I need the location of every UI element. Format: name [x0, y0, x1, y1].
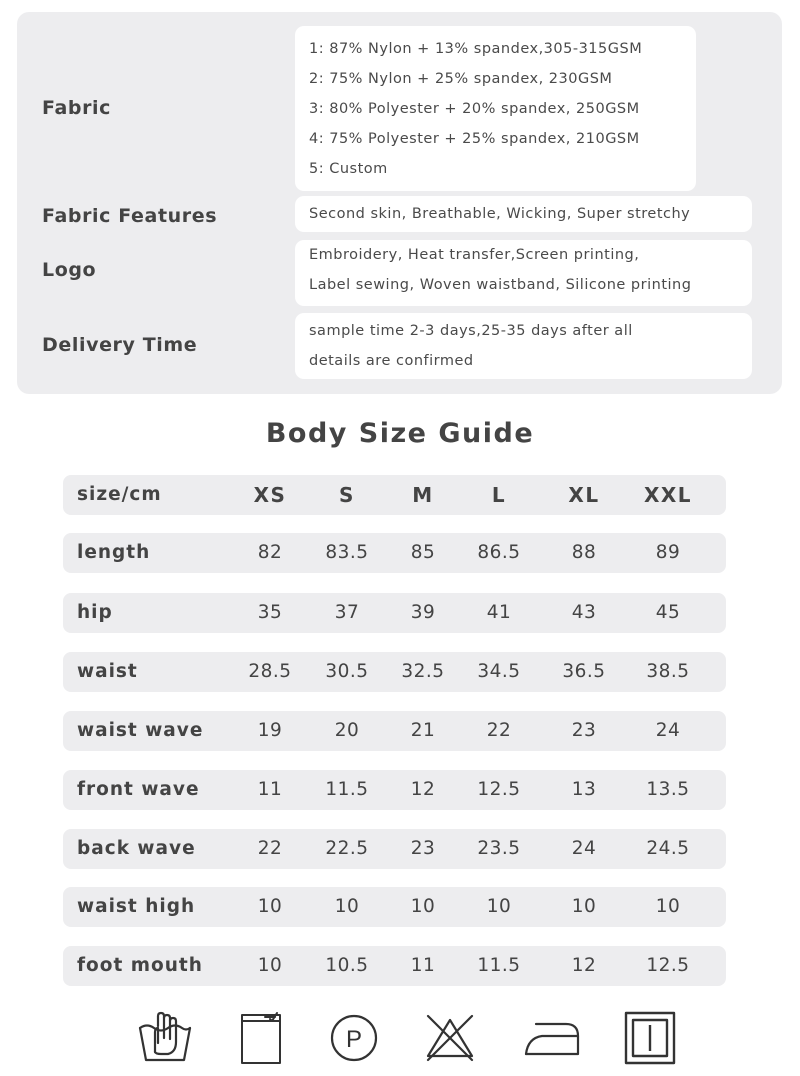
measurement-label: length — [77, 542, 151, 563]
measurement-value-cell: 36.5 — [562, 661, 606, 682]
measurement-value-cell: 21 — [410, 720, 436, 741]
tumble-dry-icon — [232, 1008, 292, 1068]
measurement-value-cell: 11.5 — [477, 955, 521, 976]
measurement-value-cell: 38.5 — [646, 661, 690, 682]
fabric-option-line: 2: 75% Nylon + 25% spandex, 230GSM — [309, 71, 613, 87]
size-table-row — [63, 829, 726, 869]
measurement-value-cell: 22.5 — [325, 838, 369, 859]
measurement-value-cell: 41 — [486, 602, 512, 623]
measurement-value-cell: 13.5 — [646, 779, 690, 800]
measurement-value-cell: 23 — [571, 720, 597, 741]
measurement-value-cell: 12.5 — [477, 779, 521, 800]
measurement-value-cell: 28.5 — [248, 661, 292, 682]
size-header-cell: L — [491, 483, 507, 507]
measurement-value-cell: 10 — [257, 955, 283, 976]
measurement-value-cell: 10 — [655, 896, 681, 917]
measurement-value-cell: 24 — [571, 838, 597, 859]
measurement-value-cell: 34.5 — [477, 661, 521, 682]
measurement-value-cell: 85 — [410, 542, 436, 563]
size-header-cell: XS — [253, 483, 287, 507]
measurement-value-cell: 22 — [257, 838, 283, 859]
dry-flat-icon — [620, 1008, 680, 1068]
measurement-label: waist high — [77, 896, 196, 917]
fabric-option-line: 5: Custom — [309, 161, 388, 177]
measurement-label: waist wave — [77, 720, 204, 741]
professional-dry-clean-icon — [325, 1008, 385, 1068]
fabric-option-line: 1: 87% Nylon + 13% spandex,305-315GSM — [309, 41, 643, 57]
logo-box — [295, 240, 752, 306]
measurement-value-cell: 37 — [334, 602, 360, 623]
size-table-row — [63, 711, 726, 751]
measurement-value-cell: 24.5 — [646, 838, 690, 859]
measurement-value-cell: 12 — [571, 955, 597, 976]
size-header-cell: XXL — [643, 483, 693, 507]
fabric-option-line: 4: 75% Polyester + 25% spandex, 210GSM — [309, 131, 640, 147]
measurement-value-cell: 19 — [257, 720, 283, 741]
measurement-value-cell: 11.5 — [325, 779, 369, 800]
measurement-value-cell: 83.5 — [325, 542, 369, 563]
fabric-box — [295, 26, 696, 191]
measurement-value-cell: 30.5 — [325, 661, 369, 682]
measurement-value-cell: 88 — [571, 542, 597, 563]
delivery-time-line: details are confirmed — [309, 353, 474, 369]
size-table-row — [63, 652, 726, 692]
delivery-time-label: Delivery Time — [42, 334, 198, 356]
do-not-bleach-icon — [420, 1008, 480, 1068]
measurement-value-cell: 35 — [257, 602, 283, 623]
measurement-label: hip — [77, 602, 113, 623]
measurement-value-cell: 43 — [571, 602, 597, 623]
measurement-value-cell: 10.5 — [325, 955, 369, 976]
measurement-value-cell: 12 — [410, 779, 436, 800]
measurement-value-cell: 20 — [334, 720, 360, 741]
measurement-value-cell: 10 — [410, 896, 436, 917]
fabric-label: Fabric — [42, 97, 112, 119]
size-header-cell: XL — [568, 483, 600, 507]
measurement-value-cell: 32.5 — [401, 661, 445, 682]
fabric-features-line: Second skin, Breathable, Wicking, Super stretchy — [309, 206, 691, 222]
size-header-cell: S — [339, 483, 355, 507]
measurement-value-cell: 24 — [655, 720, 681, 741]
measurement-value-cell: 11 — [257, 779, 283, 800]
size-table-row — [63, 946, 726, 986]
logo-label: Logo — [42, 259, 97, 281]
size-table-row — [63, 887, 726, 927]
measurement-label: front wave — [77, 779, 200, 800]
measurement-value-cell: 45 — [655, 602, 681, 623]
size-table-row — [63, 593, 726, 633]
measurement-label: waist — [77, 661, 138, 682]
measurement-value-cell: 12.5 — [646, 955, 690, 976]
logo-option-line: Embroidery, Heat transfer,Screen printing, — [309, 247, 640, 263]
measurement-value-cell: 11 — [410, 955, 436, 976]
size-unit-label: size/cm — [77, 484, 162, 505]
size-table-row — [63, 533, 726, 573]
size-table-header — [63, 475, 726, 515]
hand-wash-icon — [135, 1008, 195, 1068]
measurement-value-cell: 10 — [486, 896, 512, 917]
measurement-value-cell: 23.5 — [477, 838, 521, 859]
measurement-value-cell: 22 — [486, 720, 512, 741]
measurement-value-cell: 23 — [410, 838, 436, 859]
measurement-value-cell: 10 — [257, 896, 283, 917]
measurement-value-cell: 82 — [257, 542, 283, 563]
size-guide-title: Body Size Guide — [265, 418, 535, 449]
delivery-time-line: sample time 2-3 days,25-35 days after all — [309, 323, 633, 339]
measurement-value-cell: 13 — [571, 779, 597, 800]
fabric-features-box — [295, 196, 752, 232]
delivery-time-box — [295, 313, 752, 379]
measurement-value-cell: 39 — [410, 602, 436, 623]
measurement-value-cell: 86.5 — [477, 542, 521, 563]
svg-text:P: P — [345, 1026, 363, 1053]
size-table-row — [63, 770, 726, 810]
measurement-label: back wave — [77, 838, 196, 859]
fabric-features-label: Fabric Features — [42, 205, 218, 227]
fabric-option-line: 3: 80% Polyester + 20% spandex, 250GSM — [309, 101, 640, 117]
iron-low-icon — [522, 1008, 582, 1068]
measurement-label: foot mouth — [77, 955, 203, 976]
size-header-cell: M — [412, 483, 434, 507]
measurement-value-cell: 10 — [334, 896, 360, 917]
measurement-value-cell: 10 — [571, 896, 597, 917]
measurement-value-cell: 89 — [655, 542, 681, 563]
logo-option-line: Label sewing, Woven waistband, Silicone printing — [309, 277, 692, 293]
